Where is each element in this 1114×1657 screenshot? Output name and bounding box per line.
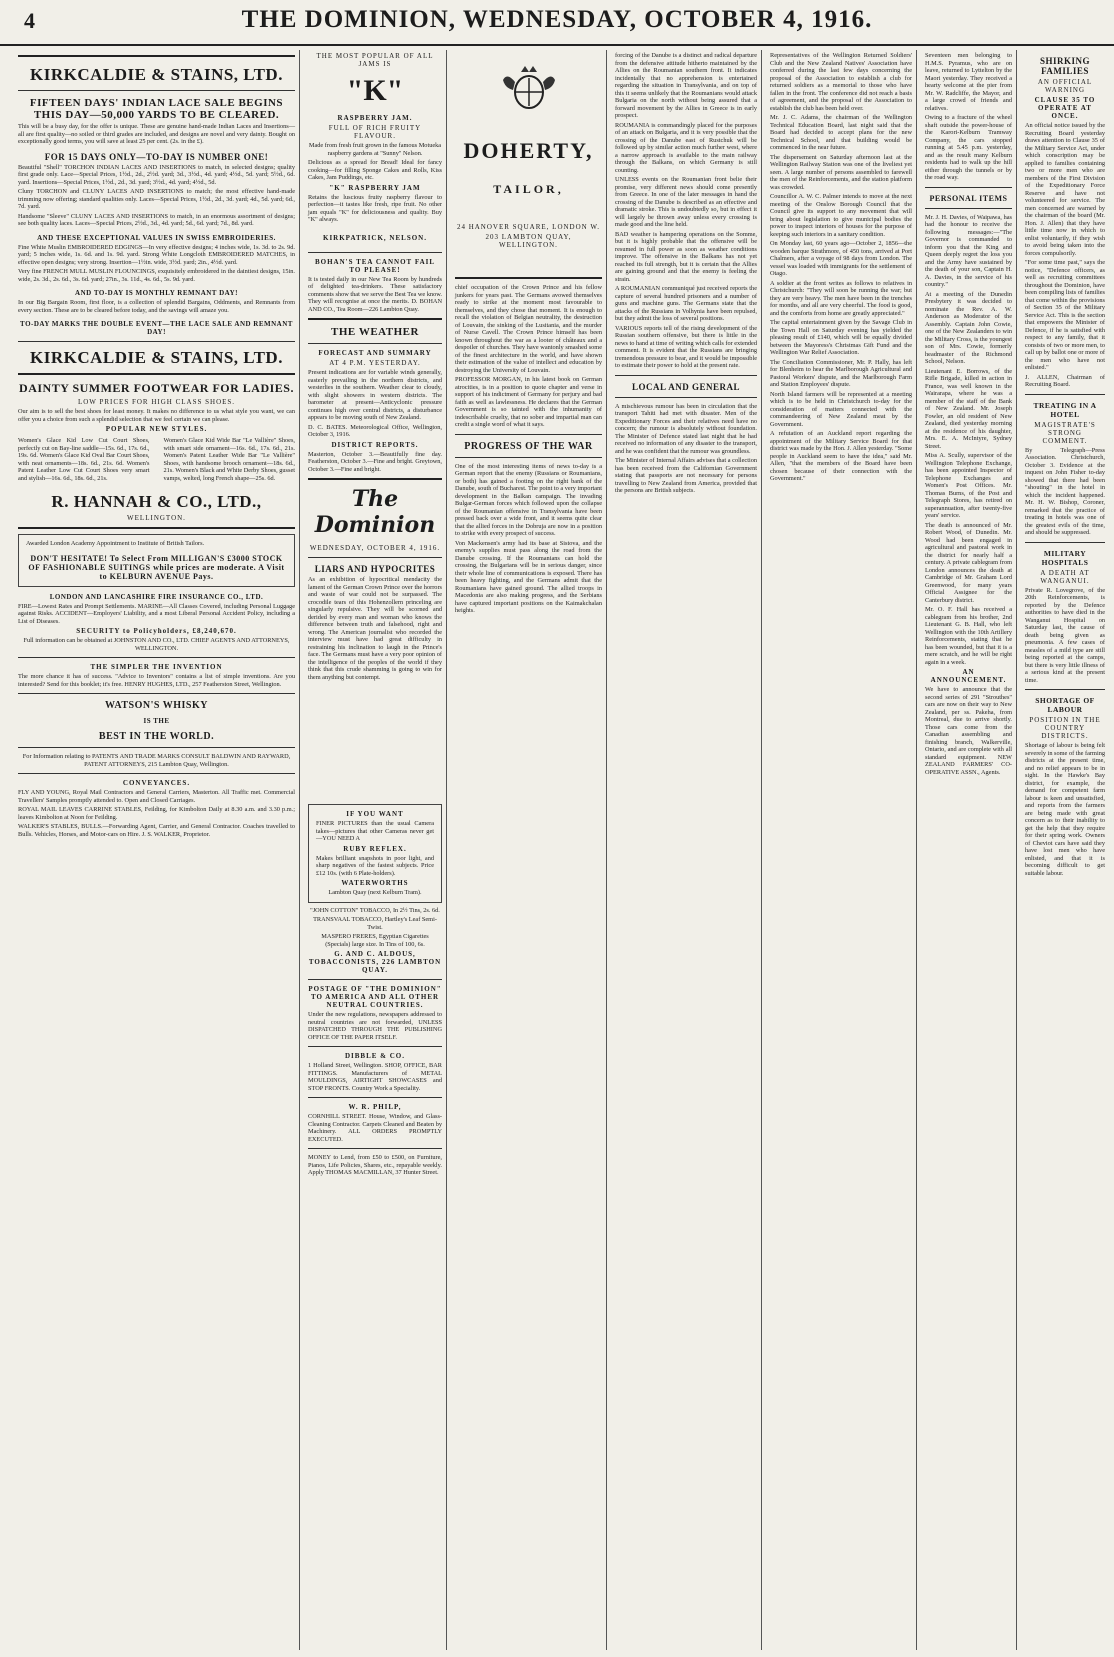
hotel-subheading: MAGISTRATE'S STRONG COMMENT. [1034, 420, 1096, 445]
local-text-3: Representatives of the Wellington Returned Soldiers' Club and the New Zealand Natives' Association have conferred during the last few days concerning the proposal of the Association to establish a club for returned soldiers as a memorial to those who have fallen in the front. The conference did not reach a basis of agreement, and the proposal of the Association to establish the club has been held over. [770, 52, 912, 112]
maspero-cigarettes: MASPERO FRERES, Egyptian Cigarettes (Specials) large size. In Tins of 100, 6s. [321, 933, 429, 948]
philp: W. R. PHILP, [348, 1103, 402, 1111]
local-text-8: A soldier at the front writes as follows to relatives in Christchurch: "They will soon be running the war; but they are very heavy. The men have been in the trenches for months, and all are very cheerful. The food is good, and the comforts from home are greatly appreciated." [770, 279, 912, 317]
local-text-1: A mischievous rumour has been in circulation that the transport Tahiti had met with disaster. Men of the Expeditionary Forces and their relatives need have no concern; the rumour is absolutely without foundation. The Minister of Defence stated last night that he had received no information of any disaster to the transport, and he was confident that the rumour was groundless. [615, 402, 757, 455]
col6-text-2: Owing to a fracture of the wheel shaft outside the power-house of the Karori-Kelburn Tramway Company, the cars stopped running at 5.45 p.m. yesterday, and as the result many Kelburn residents had to walk up the hill either through the tunnels or by the road way. [925, 114, 1012, 181]
watson-line-1: WATSON'S WHISKY [105, 700, 208, 711]
lace-para-3: Handsome "Sleeve" CLUNY LACES AND INSERTIONS to match, in an enormous assortment of designs; see both quality laces. Laces—Special Prices, 2½d., 3d., 4d. yard; 5d., 6d. yard; 7d., 8d. yard. [18, 212, 295, 227]
transvaal-tobacco: TRANSVAAL TOBACCO, Hartley's Leaf Semi-Twist. [313, 916, 437, 931]
lace-para-2: Cluny TORCHON and CLUNY LACES AND INSERTIONS to match; the most effective hand-made trimming now offering; standard qualities only. Laces—Special Prices, 1½d., 2d., 3d. yard; 4d., 5d. yard; 6d., 7d. yard. [18, 188, 295, 210]
forecast-sign: D. C. BATES. Meteorological Office, Wellington, October 3, 1916. [308, 423, 442, 438]
milligan-heading: DON'T HESITATE! To Select From MILLIGAN'S £3000 STOCK OF FASHIONABLE SUITINGS while prices are moderate. A Visit to KELBURN AVENUE Pays. [28, 553, 285, 581]
k-jam-repeat: "K" RASPBERRY JAM [329, 183, 421, 192]
military-heading: MILITARY HOSPITALS [1041, 548, 1089, 567]
column-4 [611, 50, 762, 1650]
dominion-nameplate: The Dominion [314, 486, 436, 538]
column-3 [451, 50, 607, 1650]
column-2-lower [304, 800, 447, 1650]
hotel-text: By Telegraph—Press Association. Christchurch, October 3. Evidence at the inquest on John Fisher to-day showed that there had been "shouting" in the hotel in which the incident happened. Mr. H. W. Bishop, Coroner, remarked that the practice of treating in hotels was one of the greatest evils of the time, and should be suppressed. [1025, 446, 1105, 536]
war-text-4: BAD weather is hampering operations on the Somme, but it is highly probable that the offensive will be resumed in full power as soon as weather conditions improve. The offensive in the Balkans has not yet reached its full strength, but it is certain that the Allies are gaining ground and that the enemy is feeling the strain. [615, 230, 757, 283]
insurance-text: FIRE—Lowest Rates and Prompt Settlements. MARINE—All Classes Covered, including Personal Luggage against Risks. ACCIDENT—Employers' Liability, and a most Liberal Personal Accident Policy, including a List of Diseases. [18, 602, 295, 625]
announcement-heading: AN ANNOUNCEMENT. [930, 668, 1007, 684]
shirking-text-2: "For some time past," says the notice, "Defence officers, as well as recruiting committees throughout the Dominion, have been compiling lists of families that come within the provisions of Section 35 of the Military Service Act. This is the section that empowers the Minister of Defence, if he is satisfied with respect to any family, that it consists of two or more men, to call up by ballot one or more of the men who have not enlisted." [1025, 259, 1105, 371]
local-text-7: On Monday last, 60 years ago—October 2, 1856—the wooden barque Strathmore, of 450 tons, arrived at Port Chalmers, after a voyage of 98 days from London. The vessel was loaded with immigrants for the settlement of Otago. [770, 240, 912, 277]
liars-continued-1: chief occupation of the Crown Prince and his fellow junkers for years past. The Germans avowed themselves ready to strike at the moment most favourable to themselves, and they chose that moment. It is enough to recall the violation of Belgian neutrality, the destruction of Louvain, the sinking of the Lusitania, and the murder of Nurse Cavell. The Crown Prince himself has been known throughout the war as a looter of châteaux and a despoiler of churches. They have wantonly smashed some of the finest architecture in the world, and have shown their estimation of the value of intellect and education by destroying the University of Louvain. [455, 284, 602, 374]
military-text: Private R. Lovegrove, of the 20th Reinforcements, is reported by the Defence authorities to have died in the Wanganui Hospital on Saturday last, the cause of death being given as pneumonia. A few cases of measles of a mild type are still being reported at the camps, but there is very little illness of a serious kind at the present time. [1025, 586, 1105, 684]
footwear-heading: DAINTY SUMMER FOOTWEAR FOR LADIES. [19, 381, 294, 395]
masthead [0, 0, 1114, 46]
liars-continued-2: PROFESSOR MORGAN, in his latest book on German atrocities, is in a position to quote chapter and verse in support of his indictment of Germany for perjury and bad faith as well as lawlessness. He declares that the German Government is so tainted with the inhumanity of indescribable cruelty, that no sober and impartial man can credit a single word of what it says. [455, 376, 602, 428]
doherty-tailor: TAILOR, [493, 182, 564, 196]
column-6 [921, 50, 1017, 1650]
lace-para-1: Beautiful "Shell" TORCHON INDIAN LACES AND INSERTIONS to match, in selected designs; quality first grade only. Lace—Special Prices, 1½d., 2d., 2½d. yard; 3d., 3½d., 4d. yard; 4½d., 5d. yard; 5½d., 6d. yard. Insertions—Special Prices, 1½d., 2d., 3d. yard; 3½d., 4d. yard; 4½d., 5d. [18, 163, 295, 186]
war-text-6: VARIOUS reports tell of the rising development of the Russian southern offensive, but there is little in the news to hand at time of writing which calls for extended comment. It is evident that the Russians are bringing tremendous pressure to bear, and it would be impossible to estimate their power to hold at the present rate. [615, 324, 757, 369]
column-5 [766, 50, 917, 1650]
shirking-text-1: An official notice issued by the Recruiting Board yesterday draws attention to Clause 35 of the Military Service Act, under which conscription may be applied to families containing two or more men who are members of the First Division of the Expeditionary Force Reserve and have not volunteered for service. The men concerned are warned by the chairman of the board (Mr. Hon. J. Allen) that they have little time now in which to enlist voluntarily, if they wish to avoid being taken into the forces compulsorily. [1025, 122, 1105, 257]
ifyou-text: FINER PICTURES than the usual Camera takes—pictures that other Cameras never get—YOU NEED A [316, 820, 434, 842]
personal-text-5: The death is announced of Mr. Robert Wood, of Dunedin. Mr. Wood had been engaged in agricultural and pastoral work in the district for nearly half a century. A private cablegram from London announces the death at Cambridge of Mr. Graham Lord Greenwood, for many years Official Assignee for the Canterbury district. [925, 521, 1012, 604]
insurance-heading: LONDON AND LANCASHIRE FIRE INSURANCE CO., LTD. [49, 592, 264, 601]
insurance-security: SECURITY to Policyholders, £8,240,670. [76, 627, 237, 635]
k-jam-sub: FULL OF RICH FRUITY FLAVOUR. [328, 124, 422, 140]
lace-para-5: Very fine FRENCH MULL MUSLIN FLOUNCINGS, exquisitely embroidered in the daintiest designs, 15in. wide, 2s. 3d., 2s. 6d., 3s. 6d. yard; 27in., 3s. 11d., 4s. 6d., 5s. 9d. yard. [18, 268, 295, 283]
local-text-12: A refutation of an Auckland report regarding the appointment of the Military Service Board for that district was made by the Hon. J. Allen yesterday. "Some people in Auckland seem to have the idea," said Mr. Allen, "that the members of the Board have been chosen because of their connection with the Government." [770, 430, 912, 482]
kirkcaldie-ad-name-repeat: KIRKCALDIE & STAINS, LTD. [30, 348, 283, 367]
clause-35: CLAUSE 35 TO OPERATE AT ONCE. [1034, 96, 1096, 120]
kirkpatrick: KIRKPATRICK, NELSON. [323, 233, 427, 242]
patents-ad: For Information relating to PATENTS AND TRADE MARKS CONSULT BALDWIN AND RAYWARD, PATENT ATTORNEYS, 215 Lambton Quay, Wellington. [22, 753, 291, 768]
embroideries-heading: AND THESE EXCEPTIONAL VALUES IN SWISS EMBROIDERIES. [37, 233, 276, 242]
waterworths: WATERWORTHS [341, 879, 409, 887]
postage-heading: POSTAGE OF "THE DOMINION" TO AMERICA AND ALL OTHER NEUTRAL COUNTRIES. [308, 985, 442, 1009]
double-event: TO-DAY MARKS THE DOUBLE EVENT—THE LACE SALE AND REMNANT DAY! [20, 320, 293, 336]
waterworths-addr: Lambton Quay (next Kelburn Tram). [328, 889, 422, 896]
remnant-heading: AND TO-DAY IS MONTHLY REMNANT DAY! [75, 289, 238, 297]
watson-line-3: BEST IN THE WORLD. [98, 731, 215, 742]
announcement-text: We have to announce that the second series of 291 "Strouthes" cars are now on their way to New Zealand, per ss. Pakeha, from Montreal, due to arrive shortly. Those cars come from the Canadian assembling and finishing branch, Walkerville, Ontario, and are complete with all standard equipment. NEW ZEALAND FARMERS' CO-OPERATIVE ASSN., Agents. [925, 686, 1012, 776]
remnant-text: In our Big Bargain Room, first floor, is a collection of splendid Bargains, Oddments, and Remnants from every section. These are to be cleared before today, and the savings will amaze you. [18, 299, 295, 314]
k-jam-letter: "K" [346, 74, 404, 107]
progress-text-1: One of the most interesting items of news to-day is a German report that the enemy (Russians or Roumanians, or both) has gained a footing on the right bank of the Danube, south of Bucharest. The point to a very important development in the Balkan campaign. The invading Bulgar-German forces which followed upon the collapse of the Roumanian offensive in Transylvania have been pressed back over a wide front, and it seems quite clear that the allied forces in the Dobruja are now in a position to strike with every prospect of success. [455, 462, 602, 537]
weather-heading: THE WEATHER [331, 326, 419, 338]
war-text-1: forcing of the Danube is a distinct and radical departure from the defensive attitude hitherto maintained by the Allies on the Roumanian southern front. It indicates incidentally that no apprehension is entertained regarding the situation in Transylvania, and on top of this it seems unlikely that the Roumanians would attack Bulgaria on the north without being assured that a forward movement by the Allies in Greece is in early prospect. [615, 52, 757, 119]
doherty-address-1: 24 HANOVER SQUARE, LONDON W. [456, 223, 601, 231]
newspaper-title: THE DOMINION, WEDNESDAY, OCTOBER 4, 1916. [241, 6, 873, 33]
lace-para-4: Fine White Muslin EMBROIDERED EDGINGS—In very effective designs; 4 inches wide, 1s. 3d. to 2s. 9d. yard; 5 inches wide, 1s. 6d. and 1s. 9d. yard. Strong White Longcloth EMBROIDERED MATCHES, in effective open designs; very strong. Insertion—1½in. wide, 3½d. yard; 2in., 4½d. yard. [18, 243, 295, 266]
local-text-6: Councillor A. W. C. Palmer intends to move at the next meeting of the Onslow Borough Council that the Council give its support to any movement that will bring about legislation to give municipal bodies the power to inspect interiors of houses for the purpose of keeping such interiors in a sanitary condition. [770, 193, 912, 238]
royal-crest-icon [499, 62, 559, 114]
insurance-agents: Full information can be obtained at JOHNSTON AND CO., LTD. CHIEF AGENTS AND ATTORNEYS, WELLINGTON. [23, 637, 290, 652]
money-ad: MONEY to Lend, from £50 to £500, on Furniture, Pianos, Life Policies, Shares, etc., repayable weekly. Apply THOMAS MACMILLAN, 37 Hunter Street. [308, 1154, 442, 1176]
k-jam-top: THE MOST POPULAR OF ALL JAMS IS [316, 52, 434, 68]
milligan-award: Awarded London Academy Appointment to Institute of British Tailors. [26, 540, 205, 547]
local-text-11: North Island farmers will be represented at a meeting which is to be held in Christchurch to-day for the consideration of matters connected with the commandeering of New Zealand meat by the Government. [770, 390, 912, 428]
personal-text-4: Miss A. Scully, supervisor of the Wellington Telephone Exchange, has been appointed Inspector of Telephone Exchanges and Women's Post Offices. Mr. Thomas Burns, of the Post and Telegraph Stores, has retired on superannuation, after twenty-five years' service. [925, 452, 1012, 519]
conveyances-heading: CONVEYANCES. [122, 779, 191, 787]
footwear-subheading: LOW PRICES FOR HIGH CLASS SHOES. [77, 398, 236, 406]
military-subheading: A DEATH AT WANGANUI. [1040, 568, 1090, 585]
styles-right: Women's Glace Kid Wide Bar "Le Vallière" Shoes, with smart side ornament—16s. 6d., 17s. 6d., 21s. Women's Patent Leather Wide Bar "Le Vallière" Shoes, with handsome brooch ornament—18s. 6d., 21s. Women's Black and White Derby Shoes, gusset vamps, welted, long French shape—25s. 6d. [163, 437, 295, 482]
k-jam-made: Made from fresh fruit grown in the famous Motueka raspberry gardens at "Sunny" Nelson. [308, 142, 442, 157]
col6-text-1: Seventeen men belonging to H.M.S. Pyramus, who are on leave, returned to Lyttelton by the Maori yesterday. They received a hearty welcome at the pier from Mr. W. Radcliffe, the Mayor, and a large crowd of friends and relatives. [925, 52, 1012, 112]
shirking-heading: SHIRKING FAMILIES [1039, 56, 1090, 76]
dibble: DIBBLE & CO. [344, 1052, 406, 1060]
war-text-2: ROUMANIA is commandingly placed for the purposes of an attack on Bulgaria, and it is very possible that the crossing of the Danube east of Rustchuk will be followed up by similar action much further west, where a narrow approach is available to the main railway through the Balkans, on which Germany is still counting. [615, 121, 757, 174]
styles-left: Women's Glace Kid Low Cut Court Shoes, perfectly cut on Bay-line saddle—15s. 6d., 17s. 6d., 19s. 6d. Women's Glace Kid Oval Bar Court Shoes, with neat ornaments—18s. 6d., 21s. 6d. Women's Patent Leather Low Cut Court Shoes very smart and stylish—16s. 6d., 18s. 6d., 21s. [18, 437, 150, 482]
forecast-text: Present indications are for variable winds generally, easterly prevailing in the northern districts, and westerlies in the southern. Weather clear to cloudy, with slight showers in western districts. The barometer at present—Anticyclonic pressure continues high over central districts, a disturbance appears to be moving south of New Zealand. [308, 369, 442, 421]
forecast-heading: FORECAST AND SUMMARY [318, 349, 432, 357]
walkers-ad: WALKER'S STABLES, BULLS.—Forwarding Agent, Carrier, and General Contractor. Coaches travelled to Bulls. Vehicles, Horses, and Motor-cars on Hire. J. S. WALKER, Proprietor. [18, 823, 295, 838]
district-text: Masterton, October 3.—Beautifully fine day. Featherston, October 3.—Fine and bright. Greytown, October 3.—Fine and bright. [308, 450, 442, 473]
ruby-reflex-ad [308, 804, 442, 903]
aldous: G. AND C. ALDOUS, TOBACCONISTS, 226 LAMBTON QUAY. [308, 950, 442, 974]
labour-subheading: POSITION IN THE COUNTRY DISTRICTS. [1029, 716, 1101, 740]
bohan-heading: BOHAN'S TEA CANNOT FAIL TO PLEASE! [314, 257, 436, 274]
ruby-name: RUBY REFLEX. [343, 844, 407, 853]
k-jam-product: RASPBERRY JAM. [337, 114, 413, 122]
hannah-city: WELLINGTON. [127, 514, 186, 522]
shirking-sign: J. ALLEN, Chairman of Recruiting Board. [1025, 373, 1105, 388]
personal-text-2: At a meeting of the Dunedin Presbytery it was decided to nominate the Rev. A. W. Anderson as Moderator of the Assembly. Captain John Cowie, one of the New Zealanders to win the Military Cross, is the youngest son of Mrs. Cowie, formerly headmaster of the Richmond School, Nelson. [925, 290, 1012, 365]
fly-young-ad: FLY AND YOUNG, Royal Mail Contractors and General Carriers, Masterton. All Traffic met. Commercial Travellers' Samples promptly attended to. Open and Closed Carriages. [18, 789, 295, 804]
ifyou-heading: IF YOU WANT [346, 810, 404, 818]
lace-sale-subheading: FOR 15 DAYS ONLY—TO-DAY IS NUMBER ONE! [44, 151, 269, 162]
local-text-4: Mr. J. C. Adams, the chairman of the Wellington Technical Education Board, last night said that the Board had decided to accept plans for the new Technical School, and that building would be commenced in the near future. [770, 114, 912, 151]
philp-text: CORNHILL STREET. House, Window, and Glass-Cleaning Contractor. Carpets Cleaned and Beaten by Machinery. ALL ORDERS PROMPTLY EXECUTED. [308, 1113, 442, 1143]
footwear-text: Our aim is to sell the best shoes for least money. It makes no difference to us what style you want, we can offer you a choice from such a splendid selection that we feel certain we can please. [18, 408, 295, 423]
k-jam-delicious: Delicious as a spread for Bread! Ideal for fancy cooking—for filling Sponge Cakes and Rolls, Kiss Cakes, Jam Puddings, etc. [308, 159, 442, 181]
local-text-10: The Conciliation Commissioner, Mr. P. Hally, has left for Blenheim to hear the Marlborough Agricultural and Pastoral Workers' dispute, and the Marlborough Farm and Station Employees' dispute. [770, 358, 912, 388]
lace-sale-heading: FIFTEEN DAYS' INDIAN LACE SALE BEGINS THIS DAY—50,000 YARDS TO BE CLEARED. [29, 97, 284, 121]
shirking-subheading: AN OFFICIAL WARNING [1037, 78, 1093, 94]
liars-text-1: As an exhibition of hypocritical mendacity the lament of the German Crown Prince over the horrors and waste of war could not be surpassed. The crocodile tears of this Hohenzollern princeling are singularly repulsive. They will be scorned and derided by every man and woman who knows the difference between truth and falsehood, right and wrong. The American journalist who recorded the interview must have had great difficulty in restraining his inclination to laugh in the Prince's face. The Germans must have a very poor opinion of the intelligence of the peoples of the world if they think that this crude shamming is going to win for them anything but contempt. [308, 576, 442, 681]
personal-text-1: Mr. J. H. Davies, of Waipawa, has had the honour to receive the following messages:—"The Governor is commanded to inform you that the King and Queen deeply regret the loss you and the Army have sustained by the death of your son, Captain H. A. Davies, in the service of his country." [925, 213, 1012, 288]
page-number: 4 [24, 8, 35, 33]
forecast-time: AT 4 P.M. YESTERDAY. [329, 359, 421, 367]
doherty-name: DOHERTY, [463, 138, 594, 163]
milligan-ad [18, 534, 295, 587]
personal-text-6: Mr. O. F. Hall has received a cablegram from his brother, 2nd Lieutenant G. B. Hall, who left Wellington with the 10th Artillery Reinforcements, stating that he has been wounded, but that it is a mere scratch, and he will be right again in a week. [925, 606, 1012, 666]
labour-heading: SHORTAGE OF LABOUR [1035, 696, 1095, 714]
column-1 [14, 50, 300, 1650]
progress-text-2: Von Mackensen's army had its base at Sistova, and the enemy's supplies must pass along the road from the Danube crossing. If the Roumanians can hold the crossing, the Bulgarians will be in serious danger, since their whole line of communications is exposed. There has been heavy fighting, and the Germans admit that the Roumanians have gained ground. The allied troops in Macedonia are also making progress, and the Serbians have captured important positions on the Kaimakchalan heights. [455, 539, 602, 614]
liars-heading: LIARS AND HYPOCRITES [314, 564, 436, 574]
progress-heading: PROGRESS OF THE WAR [464, 440, 593, 452]
local-general-heading: LOCAL AND GENERAL [631, 381, 741, 392]
local-text-5: The dispersement on Saturday afternoon last at the Wellington Railway Station was one of the liveliest yet seen. A large number of persons assembled to farewell the men of the Reinforcements, and the station platform was crowded. [770, 153, 912, 191]
ruby-text: Makes brilliant snapshots in poor light, and sharp negatives of the fastest subjects. Price £12 10s. (with 6 Plate-holders). [316, 854, 434, 877]
watson-line-2: IS THE [143, 717, 170, 725]
dominion-date: WEDNESDAY, OCTOBER 4, 1916. [309, 544, 441, 552]
dibble-text: 1 Holland Street, Wellington. SHOP, OFFICE, BAR FITTINGS. Manufacturers of METAL MOULDINGS, AIRTIGHT SHOWCASES and STOP FRONTS. Country Work a Speciality. [308, 1062, 442, 1092]
popular-styles: POPULAR NEW STYLES. [105, 425, 208, 433]
doherty-address-2: 203 LAMBTON QUAY, WELLINGTON. [485, 233, 572, 249]
column-7 [1021, 50, 1109, 1650]
k-jam-retains: Retains the luscious fruity raspberry flavour to perfection—it tastes like fresh, ripe fruit. No other jam equals "K" for deliciousness and quality. Buy "K" always. [308, 193, 442, 223]
lace-sale-intro: This will be a busy day, for the offer is unique. These are genuine hand-made Indian Laces and Insertions—all are first quality—no soiled or third grades are included, and designs are novel and very dainty. Bought on exceptionally good terms, you will save at least 25 per cent. (2s. in the £). [18, 123, 295, 145]
local-text-2: The Minister of Internal Affairs advises that a collection has been received from the Californian Government stating that passports are not necessary for persons travelling to New Zealand from America, provided that the persons are British subjects. [615, 457, 757, 494]
hannah-ad-name: R. HANNAH & CO., LTD., [51, 492, 262, 511]
royal-mail-ad: ROYAL MAIL LEAVES CARRINE STABLES, Feilding, for Kimbolton Daily at 8.30 a.m. and 3.30 p.m.; leaves Kimbolton at Noon for Feilding. [18, 806, 295, 821]
war-text-5: A ROUMANIAN communiqué just received reports the capture of several hundred prisoners and a number of guns and machine guns. The Germans state that the attacks of the Russians in Volhynia have been repulsed, but they admit the loss of several positions. [615, 285, 757, 322]
simpler-text: The more chance it has of success. "Advice to Inventors" contains a list of simple inventions. Are you interested? Send for this booklet; it's free. HENRY HUGHES, LTD., 257 Featherston Street, Wellington. [18, 673, 295, 688]
simpler-heading: THE SIMPLER THE INVENTION [90, 663, 223, 671]
personal-items-heading: PERSONAL ITEMS [929, 193, 1008, 203]
hotel-heading: TREATING IN A HOTEL [1033, 400, 1097, 419]
war-text-3: UNLESS events on the Roumanian front belie their promise, very different news should come presently from Greece. In one of the later messages in hand the crossing of the Danube is described as an effective and dramatic stroke. This is undoubtedly so, but in effect it will largely be thrown away unless every crossing is made good and the line held. [615, 176, 757, 228]
postage-text: Under the new regulations, newspapers addressed to neutral countries are not forwarded, UNLESS DISPATCHED THROUGH THE PUBLISHING OFFICE OF THE PAPER ITSELF. [308, 1011, 442, 1041]
bohan-text: It is tested daily in our New Tea Room by hundreds of delighted tea-drinkers. These satisfactory comments show that we serve the Best Tea we know. They will recognise at once the merits. D. BOHAN AND CO., Tea Room—226 Lambton Quay. [308, 275, 442, 313]
cotton-tobacco: "JOHN COTTON" TOBACCO, In 2½ Tins, 2s. 6d. [310, 906, 440, 914]
kirkcaldie-ad-name: KIRKCALDIE & STAINS, LTD. [30, 65, 283, 84]
local-text-9: The capital entertainment given by the Savage Club in the Town Hall on Saturday evening has yielded the pleasing result of £140, which will be equally divided between the Mayoress's Christmas Gift Fund and the Wellington War Relief Association. [770, 319, 912, 356]
personal-text-3: Lieutenant E. Borrows, of the Rifle Brigade, killed in action in France, was well known in the Wairarapa, where he was a member of the staff of the Bank of New Zealand. Mr. Joseph Fowler, an old resident of New Zealand, died yesterday morning at the residence of his daughter, Mrs. E. A. McIntyre, Sydney Street. [925, 367, 1012, 450]
labour-text: Shortage of labour is being felt severely in some of the farming districts at the present time, and no relief appears to be in sight. In the Hawke's Bay district, for example, the demand for competent farm labour is keen and unsatisfied, and reports from the farmers are being made with great concern as to their inability to get the help that they require for their spring work. Owners of Cheviot cars have said they have lost men who have enlisted, and that it is becoming difficult to get suitable labour. [1025, 742, 1105, 877]
district-heading: DISTRICT REPORTS. [331, 440, 419, 449]
